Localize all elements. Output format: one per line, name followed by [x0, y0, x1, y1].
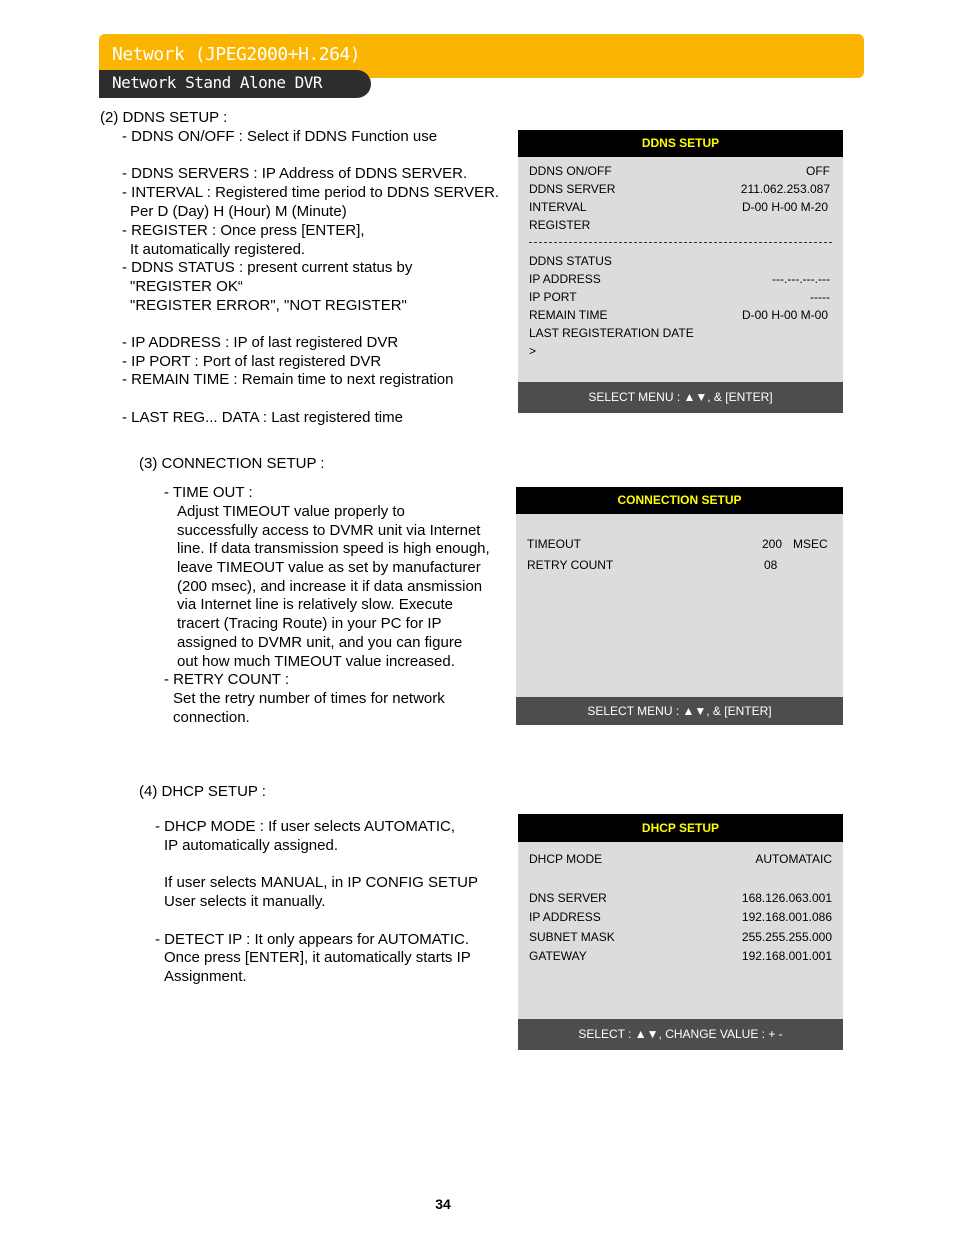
connection-line: (200 msec), and increase it if data ansmission	[177, 578, 483, 595]
dhcp-panel-title: DHCP SETUP	[518, 814, 843, 842]
dns-server-value[interactable]: 168.126.063.001	[741, 891, 832, 905]
ddns-register-item[interactable]: REGISTER	[529, 218, 591, 232]
dhcp-line: If user selects MANUAL, in IP CONFIG SETUP	[164, 874, 478, 891]
ddns-line: - INTERVAL : Registered time period to DDNS SERVER.	[122, 184, 500, 201]
ip-address-label: IP ADDRESS	[529, 910, 601, 924]
ddns-onoff-value[interactable]: OFF	[806, 164, 830, 178]
subnet-mask-label: SUBNET MASK	[529, 930, 615, 944]
dhcp-line: IP automatically assigned.	[164, 837, 338, 854]
connection-line: leave TIMEOUT value as set by manufacturer	[177, 559, 481, 576]
retry-count-label: RETRY COUNT	[527, 558, 614, 572]
ip-address-value[interactable]: 192.168.001.086	[741, 910, 832, 924]
ddns-line: - LAST REG... DATA : Last registered time	[122, 409, 403, 426]
ddns-status-label: DDNS STATUS	[529, 254, 612, 268]
gateway-label: GATEWAY	[529, 949, 587, 963]
connection-line: Set the retry number of times for network	[173, 690, 445, 707]
connection-panel-footer: SELECT MENU : ▲▼, & [ENTER]	[516, 697, 843, 725]
connection-heading: (3) CONNECTION SETUP :	[139, 455, 325, 472]
ddns-interval-value[interactable]: D-00 H-00 M-20	[741, 200, 828, 214]
dhcp-mode-label: DHCP MODE	[529, 852, 603, 866]
connection-line: line. If data transmission speed is high enough,	[177, 540, 490, 557]
subnet-mask-value[interactable]: 255.255.255.000	[741, 930, 832, 944]
ddns-heading: (2) DDNS SETUP :	[100, 109, 228, 126]
ddns-line: "REGISTER OK“	[130, 278, 243, 295]
ddns-last-date-value: >	[529, 344, 537, 358]
ddns-line: - REGISTER : Once press [ENTER],	[122, 222, 365, 239]
ddns-port-value: -----	[810, 290, 830, 304]
connection-line: connection.	[173, 709, 250, 726]
page-number: 34	[435, 1196, 451, 1212]
ddns-ip-label: IP ADDRESS	[529, 272, 601, 286]
ddns-last-date-label: LAST REGISTERATION DATE	[529, 326, 694, 340]
ddns-line: - REMAIN TIME : Remain time to next registration	[122, 371, 454, 388]
ddns-remain-label: REMAIN TIME	[529, 308, 608, 322]
ddns-port-label: IP PORT	[529, 290, 577, 304]
ddns-line: It automatically registered.	[130, 241, 306, 258]
timeout-value[interactable]: 200	[762, 537, 783, 551]
dhcp-line: - DETECT IP : It only appears for AUTOMATIC.	[155, 931, 469, 948]
dhcp-line: Once press [ENTER], it automatically starts IP	[164, 949, 471, 966]
connection-line: via Internet line is relatively slow. Execute	[177, 596, 453, 613]
connection-line: assigned to DVMR unit, and you can figure	[177, 634, 463, 651]
ddns-server-value[interactable]: 211.062.253.087	[740, 182, 830, 196]
connection-line: Adjust TIMEOUT value properly to	[177, 503, 405, 520]
ddns-setup-panel	[518, 130, 843, 413]
timeout-label: TIMEOUT	[527, 537, 581, 551]
retry-count-value[interactable]: 08	[764, 558, 778, 572]
dhcp-heading: (4) DHCP SETUP :	[139, 783, 266, 800]
ddns-line: - IP ADDRESS : IP of last registered DVR	[122, 334, 399, 351]
ddns-panel-footer: SELECT MENU : ▲▼, & [ENTER]	[518, 382, 843, 413]
connection-panel-title: CONNECTION SETUP	[516, 487, 843, 514]
ddns-interval-label: INTERVAL	[529, 200, 587, 214]
divider	[529, 242, 832, 243]
ddns-line: - DDNS ON/OFF : Select if DDNS Function use	[122, 128, 438, 145]
dhcp-line: User selects it manually.	[164, 893, 326, 910]
connection-line: out how much TIMEOUT value increased.	[177, 653, 455, 670]
ddns-panel-title: DDNS SETUP	[518, 130, 843, 157]
ddns-ip-value: ---.---.---.---	[772, 272, 830, 286]
connection-line: - RETRY COUNT :	[164, 671, 290, 688]
page-subtitle: Network Stand Alone DVR	[112, 73, 323, 92]
gateway-value[interactable]: 192.168.001.001	[741, 949, 832, 963]
ddns-line: - IP PORT : Port of last registered DVR	[122, 353, 382, 370]
page-title: Network (JPEG2000+H.264)	[112, 44, 361, 65]
ddns-line: Per D (Day) H (Hour) M (Minute)	[130, 203, 347, 220]
connection-line: tracert (Tracing Route) in your PC for IP	[177, 615, 442, 632]
connection-line: - TIME OUT :	[164, 484, 253, 501]
ddns-line: - DDNS STATUS : present current status by	[122, 259, 413, 276]
ddns-onoff-label: DDNS ON/OFF	[529, 164, 612, 178]
dhcp-mode-value[interactable]: AUTOMATAIC	[755, 852, 832, 866]
ddns-line: - DDNS SERVERS : IP Address of DDNS SERVER.	[122, 165, 468, 182]
dhcp-line: - DHCP MODE : If user selects AUTOMATIC,	[155, 818, 456, 835]
dhcp-line: Assignment.	[164, 968, 247, 985]
dhcp-panel-footer: SELECT : ▲▼, CHANGE VALUE : + -	[518, 1019, 843, 1050]
connection-line: successfully access to DVMR unit via Internet	[177, 522, 481, 539]
dhcp-setup-panel	[518, 814, 843, 1050]
ddns-remain-value: D-00 H-00 M-00	[741, 308, 828, 322]
timeout-unit: MSEC	[793, 537, 828, 551]
ddns-server-label: DDNS SERVER	[529, 182, 616, 196]
ddns-line: "REGISTER ERROR", "NOT REGISTER"	[130, 297, 407, 314]
dns-server-label: DNS SERVER	[529, 891, 607, 905]
connection-setup-panel	[516, 487, 843, 725]
